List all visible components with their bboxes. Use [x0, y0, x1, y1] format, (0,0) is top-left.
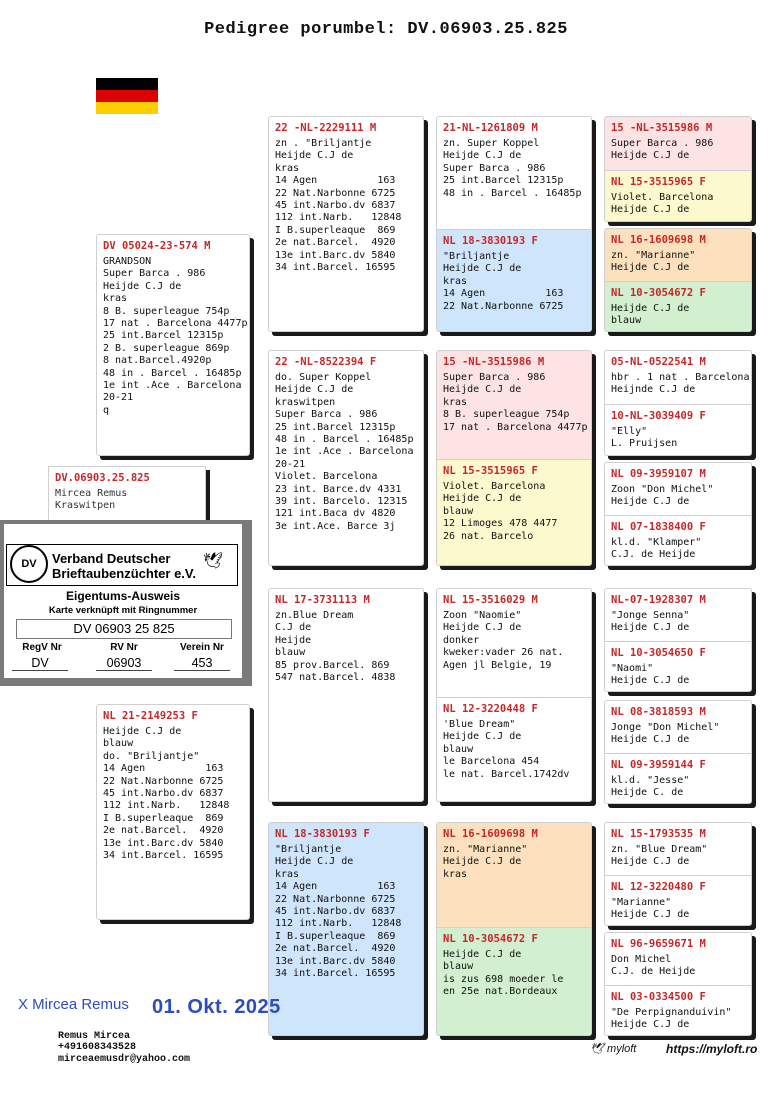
- gen4-card[interactable]: [605, 281, 751, 332]
- gen3-details: Super Barca . 986 Heijde C.J de kras 8 B. superleague 754p 17 nat . Barcelona 4477p: [443, 372, 588, 433]
- gen4-ring: NL 16-1609698 M: [611, 234, 706, 246]
- vdb-col-value: DV: [12, 656, 68, 671]
- gen4-details: Zoon "Don Michel" Heijde C.J de: [611, 484, 714, 508]
- stamp-date: 01. Okt. 2025: [152, 996, 281, 1018]
- ownership-id-card: [0, 520, 252, 686]
- gen3-ring: 15 -NL-3515986 M: [443, 356, 545, 368]
- gen4-card-pair: [604, 822, 752, 926]
- gen4-details: "Jonge Senna" Heijde C.J de: [611, 610, 690, 634]
- gen2-card[interactable]: [268, 822, 424, 1036]
- website-link[interactable]: https://myloft.ro: [666, 1042, 758, 1056]
- gen2-card[interactable]: [268, 588, 424, 802]
- dam-details: Heijde C.J de blauw do. "Briljantje" 14 Agen 163 22 Nat.Narbonne 6725 45 int.Narbo.dv 6837 112 int.Narb. 12848 I B.superleaque 869 2e nat.Barcel. 4920 13e int.Barc.dv 5840 34 int.Barcel. 16595: [103, 726, 230, 862]
- subject-details: Mircea Remus Kraswitpen: [55, 488, 128, 512]
- gen4-ring: NL 08-3818593 M: [611, 706, 706, 718]
- gen4-ring: NL-07-1928307 M: [611, 594, 706, 606]
- gen4-details: Don Michel C.J. de Heijde: [611, 954, 696, 978]
- brand-text: myloft: [607, 1043, 637, 1055]
- contact-info: Remus Mircea +491608343528 mirceaemusdr@yahoo.com: [58, 1031, 191, 1065]
- vdb-title: Eigentums-Ausweis: [65, 589, 181, 603]
- gen2-ring: NL 17-3731113 M: [275, 594, 370, 606]
- gen4-card-pair: [604, 228, 752, 332]
- gen3-ring: NL 15-3516029 M: [443, 594, 538, 606]
- gen4-card-pair: [604, 462, 752, 566]
- gen3-details: "Briljantje Heijde C.J de kras 14 Agen 163 22 Nat.Narbonne 6725: [443, 251, 564, 312]
- gen4-ring: NL 09-3959144 F: [611, 759, 706, 771]
- bird-icon: 🕊: [590, 1043, 604, 1055]
- gen3-card-pair: [436, 822, 592, 1036]
- gen4-details: Super Barca . 986 Heijde C.J de: [611, 138, 714, 162]
- gen4-ring: NL 10-3054672 F: [611, 287, 706, 299]
- gen4-ring: 05-NL-0522541 M: [611, 356, 706, 368]
- gen3-card[interactable]: [437, 229, 591, 332]
- gen2-details: do. Super Koppel Heijde C.J de kraswitpen Super Barca . 986 25 int.Barcel 12315p 48 in . Barcel . 16485p 1e int .Ace . Barcelona 20-21 Violet. Barcelona 23 int. Barce.dv 4331 39 int. Barcelo. 12315 121 int.Baca dv 4820 3e int.Ace. Barce 3j: [275, 372, 414, 532]
- gen4-details: kl.d. "Klamper" C.J. de Heijde: [611, 537, 702, 561]
- gen4-card[interactable]: [605, 170, 751, 222]
- subject-ring: DV.06903.25.825: [55, 472, 150, 484]
- gen4-card[interactable]: [605, 229, 751, 281]
- gen4-card[interactable]: [605, 933, 751, 985]
- gen4-card-pair: [604, 350, 752, 456]
- vdb-org-name: Verband Deutscher Brieftaubenzüchter e.V.: [52, 551, 197, 581]
- gen4-details: Violet. Barcelona Heijde C.J de: [611, 192, 714, 216]
- gen3-ring: NL 15-3515965 F: [443, 465, 538, 477]
- sire-card[interactable]: [96, 234, 250, 456]
- gen3-card[interactable]: [437, 589, 591, 697]
- gen4-ring: NL 15-1793535 M: [611, 828, 706, 840]
- gen4-card-pair: [604, 116, 752, 222]
- gen3-ring: NL 10-3054672 F: [443, 933, 538, 945]
- gen3-card[interactable]: [437, 823, 591, 927]
- gen2-card[interactable]: [268, 116, 424, 332]
- gen3-card[interactable]: [437, 697, 591, 802]
- gen4-details: kl.d. "Jesse" Heijde C. de: [611, 775, 690, 799]
- vdb-ring-number: DV 06903 25 825: [16, 619, 232, 639]
- gen4-card[interactable]: [605, 753, 751, 804]
- gen3-card[interactable]: [437, 351, 591, 459]
- gen2-details: "Briljantje Heijde C.J de kras 14 Agen 163 22 Nat.Narbonne 6725 45 int.Narbo.dv 6837 112 int.Narb. 12848 I B.superleaque 869 2e nat.Barcel. 4920 13e int.Barc.dv 5840 34 int.Barcel. 16595: [275, 844, 402, 980]
- gen2-details: zn.Blue Dream C.J de Heijde blauw 85 prov.Barcel. 869 547 nat.Barcel. 4838: [275, 610, 396, 684]
- gen4-card[interactable]: [605, 515, 751, 566]
- gen4-details: zn. "Blue Dream" Heijde C.J de: [611, 844, 708, 868]
- gen4-ring: 15 -NL-3515986 M: [611, 122, 713, 134]
- gen4-card-pair: [604, 588, 752, 692]
- gen4-details: hbr . 1 nat . Barcelona Heijnde C.J de: [611, 372, 750, 396]
- sire-details: GRANDSON Super Barca . 986 Heijde C.J de kras 8 B. superleague 754p 17 nat . Barcelona 4477p 25 int.Barcel 12315p 2 B. superleague 869p 8 nat.Barcel.4920p 48 in . Barcel . 16485p 1e int .Ace . Barcelona 20-21 q: [103, 256, 248, 416]
- dam-card[interactable]: [96, 704, 250, 920]
- gen4-details: zn. "Marianne" Heijde C.J de: [611, 250, 696, 274]
- gen2-ring: 22 -NL-2229111 M: [275, 122, 377, 134]
- gen4-card[interactable]: [605, 589, 751, 641]
- gen3-card[interactable]: [437, 927, 591, 1036]
- gen4-ring: 10-NL-3039409 F: [611, 410, 706, 422]
- gen4-ring: NL 07-1838400 F: [611, 521, 706, 533]
- gen2-details: zn . "Briljantje Heijde C.J de kras 14 Agen 163 22 Nat.Narbonne 6725 45 int.Narbo.dv 6837 112 int.Narb. 12848 I B.superleaque 869 2e nat.Barcel. 4920 13e int.Barc.dv 5840 34 int.Barcel. 16595: [275, 138, 402, 274]
- gen4-ring: NL 10-3054650 F: [611, 647, 706, 659]
- gen3-ring: NL 18-3830193 F: [443, 235, 538, 247]
- gen4-card[interactable]: [605, 463, 751, 515]
- vdb-subtitle: Karte verknüpft mit Ringnummer: [48, 605, 198, 616]
- gen3-ring: 21-NL-1261809 M: [443, 122, 538, 134]
- gen4-card-pair: [604, 700, 752, 804]
- gen3-card[interactable]: [437, 459, 591, 566]
- vdb-col-label: RV Nr: [110, 642, 138, 653]
- vdb-col-label: Verein Nr: [180, 642, 224, 653]
- vdb-logo-icon: DV: [10, 545, 48, 583]
- signature-text: X Mircea Remus: [18, 996, 129, 1013]
- gen3-details: Heijde C.J de blauw is zus 698 moeder le en 25e nat.Bordeaux: [443, 949, 564, 998]
- gen4-card[interactable]: [605, 404, 751, 456]
- gen4-details: "Elly" L. Pruijsen: [611, 426, 678, 450]
- page-title: Pedigree porumbel: DV.06903.25.825: [204, 20, 568, 39]
- dam-ring: NL 21-2149253 F: [103, 710, 198, 722]
- gen2-ring: 22 -NL-8522394 F: [275, 356, 377, 368]
- gen4-ring: NL 09-3959107 M: [611, 468, 706, 480]
- gen4-card[interactable]: [605, 875, 751, 926]
- sire-ring: DV 05024-23-574 M: [103, 240, 211, 252]
- gen4-details: Jonge "Don Michel" Heijde C.J de: [611, 722, 720, 746]
- gen3-details: Zoon "Naomie" Heijde C.J de donker kweker:vader 26 nat. Agen jl Belgie, 19: [443, 610, 564, 671]
- gen4-card[interactable]: [605, 701, 751, 753]
- gen3-details: 'Blue Dream" Heijde C.J de blauw le Barcelona 454 le nat. Barcel.1742dv: [443, 719, 570, 780]
- gen3-ring: NL 12-3220448 F: [443, 703, 538, 715]
- gen4-card[interactable]: [605, 985, 751, 1036]
- gen4-details: Heijde C.J de blauw: [611, 303, 690, 327]
- gen4-details: "Marianne" Heijde C.J de: [611, 897, 690, 921]
- gen4-card[interactable]: [605, 641, 751, 692]
- gen4-card[interactable]: [605, 823, 751, 875]
- gen3-details: Violet. Barcelona Heijde C.J de blauw 12 Limoges 478 4477 26 nat. Barcelo: [443, 481, 558, 542]
- vdb-col-value: 453: [174, 656, 230, 671]
- signature: [18, 996, 129, 1014]
- germany-flag-icon: [96, 78, 158, 114]
- vdb-col-label: RegV Nr: [22, 642, 62, 653]
- gen3-card-pair: [436, 588, 592, 802]
- gen2-ring: NL 18-3830193 F: [275, 828, 370, 840]
- gen3-card[interactable]: [437, 117, 591, 229]
- gen3-details: zn. "Marianne" Heijde C.J de kras: [443, 844, 528, 880]
- gen4-ring: NL 12-3220480 F: [611, 881, 706, 893]
- myloft-logo: [590, 1042, 636, 1055]
- gen2-card[interactable]: [268, 350, 424, 566]
- gen4-details: "Naomi" Heijde C.J de: [611, 663, 690, 687]
- gen4-ring: NL 15-3515965 F: [611, 176, 706, 188]
- gen3-ring: NL 16-1609698 M: [443, 828, 538, 840]
- gen4-card-pair: [604, 932, 752, 1036]
- gen4-ring: NL 96-9659671 M: [611, 938, 706, 950]
- gen3-card-pair: [436, 350, 592, 566]
- gen4-details: "De Perpignanduivin" Heijde C.J de: [611, 1007, 732, 1031]
- gen4-ring: NL 03-0334500 F: [611, 991, 706, 1003]
- pigeon-icon: 🕊: [203, 553, 224, 570]
- gen4-card[interactable]: [605, 351, 751, 404]
- gen3-card-pair: [436, 116, 592, 332]
- gen4-card[interactable]: [605, 117, 751, 170]
- vdb-col-value: 06903: [96, 656, 152, 671]
- gen3-details: zn. Super Koppel Heijde C.J de Super Barca . 986 25 int.Barcel 12315p 48 in . Barcel . 16485p: [443, 138, 582, 199]
